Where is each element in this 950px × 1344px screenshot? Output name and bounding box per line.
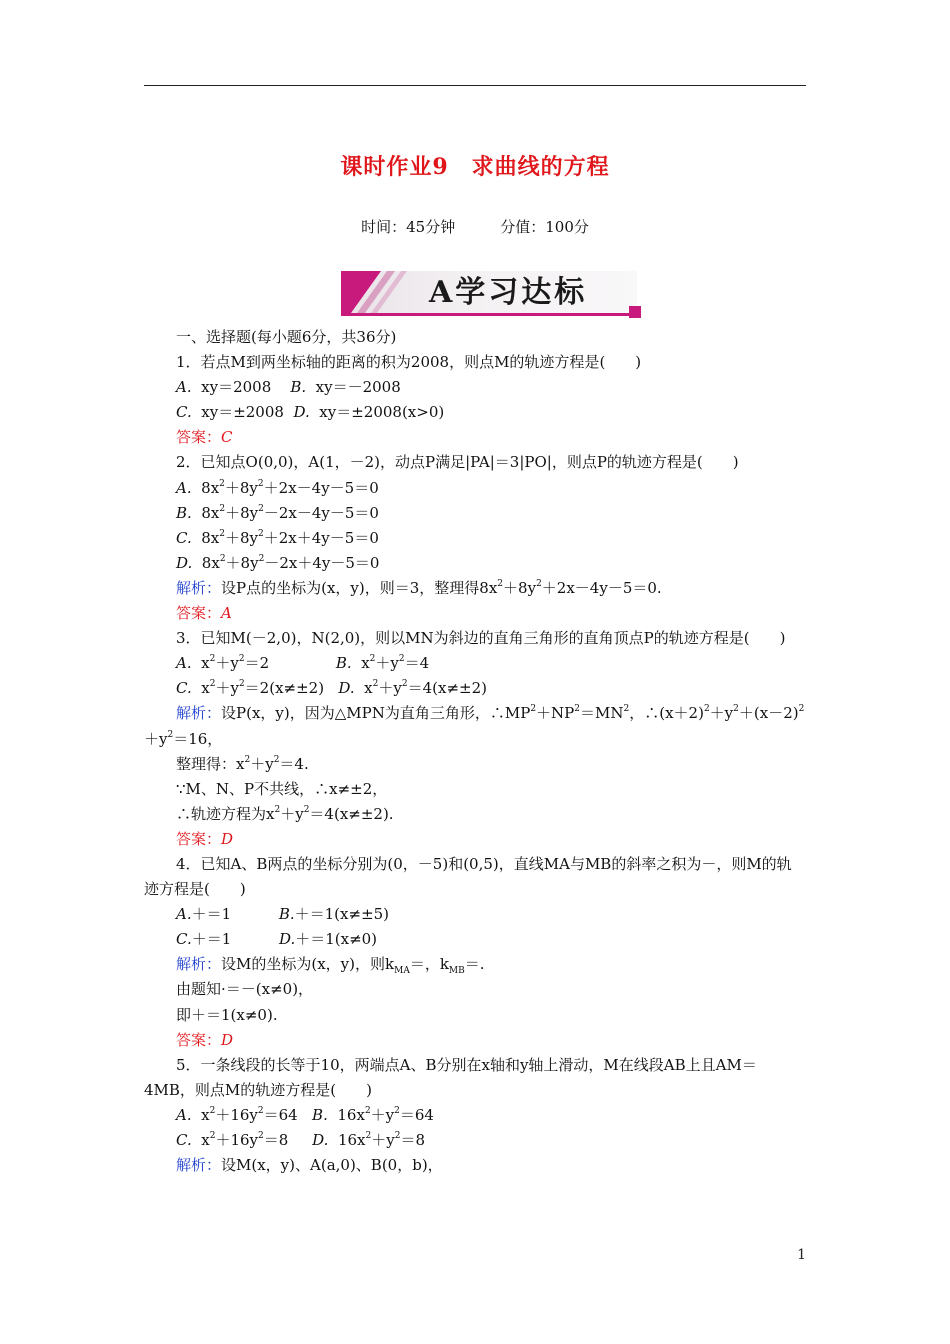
q1-answer: [144, 425, 806, 450]
option-text: ＋＝1: [191, 930, 279, 949]
option-text: xy＝±2008: [191, 403, 294, 422]
option-label: B.: [335, 654, 352, 673]
answer-value: C: [221, 428, 233, 447]
analysis-label: 解析：: [176, 578, 222, 597]
header-rule: [144, 85, 806, 86]
option-label: A.: [176, 654, 192, 673]
superscript: 2: [530, 704, 537, 715]
analysis-text: ＋(x－2): [738, 704, 799, 723]
q2-stem: 2．已知点O(0,0)，A(1，－2)，动点P满足|PA|＝3|PO|，则点P的轨迹方程是( ): [176, 453, 739, 472]
answer-label: 答案：: [176, 428, 222, 447]
banner-text: A学习达标: [429, 275, 588, 310]
analysis-text: ＝4.: [279, 754, 309, 773]
option-text: 16x: [327, 1105, 365, 1124]
superscript: 2: [303, 804, 310, 815]
option-text: x: [191, 654, 210, 673]
q5-options-row2: [144, 1128, 806, 1153]
subscript: MB: [448, 966, 465, 977]
banner-stripes-icon: [341, 271, 421, 313]
analysis-text: 设M的坐标为(x，y)，则k: [221, 955, 395, 974]
analysis-text: ＋y: [144, 729, 168, 748]
superscript: 2: [497, 578, 504, 589]
option-text: ＋y: [215, 654, 239, 673]
option-text: ＋y: [370, 1105, 395, 1124]
q1-stem: 1．若点M到两坐标轴的距离的积为2008，则点M的轨迹方程是( ): [176, 353, 642, 372]
superscript: 2: [372, 679, 379, 690]
option-label: D.: [338, 679, 355, 698]
superscript: 2: [401, 679, 408, 690]
option-label: C.: [176, 930, 192, 949]
superscript: 2: [273, 754, 280, 765]
q4-options-row1: [144, 902, 806, 927]
option-text: ＋16y: [215, 1131, 259, 1149]
superscript: 2: [258, 1131, 264, 1141]
option-text: ＋＝1(x≠0): [295, 930, 378, 949]
option-label: A.: [176, 478, 192, 497]
option-text: x: [351, 654, 370, 673]
q5-stem: 5．一条线段的长等于10，两端点A、B分别在x轴和y轴上滑动，M在线段AB上且AM＝4MB，则点M的轨迹方程是( ): [144, 1055, 757, 1099]
option-text: ＝8: [263, 1131, 313, 1149]
analysis-label: 解析：: [176, 955, 222, 974]
banner-corner-square: [629, 306, 641, 318]
option-text: ＋8y: [225, 503, 259, 522]
q2-answer: [144, 601, 806, 626]
option-text: ＋8y: [225, 528, 259, 547]
option-label: B.: [290, 378, 307, 397]
analysis-text: 整理得：x: [176, 754, 245, 773]
analysis-text: ＝.: [464, 955, 485, 974]
superscript: 2: [274, 804, 281, 815]
option-text: ＋y: [375, 654, 399, 673]
option-text: xy＝－2008: [306, 378, 401, 397]
option-text: xy＝±2008(x>0): [309, 403, 445, 422]
superscript: 2: [219, 503, 226, 514]
q3-options-row2: [144, 676, 806, 701]
superscript: 2: [258, 553, 265, 564]
q3-because: ∵M、N、P不共线，∴x≠±2，: [176, 779, 388, 798]
superscript: 2: [733, 704, 739, 715]
option-text: xy＝2008: [191, 378, 291, 397]
q4-options-row2: [144, 927, 806, 952]
option-label: A.: [176, 905, 192, 924]
superscript: 2: [394, 1131, 401, 1141]
superscript: 2: [369, 654, 376, 665]
q4-analysis: [144, 952, 806, 977]
superscript: 2: [219, 478, 225, 489]
superscript: 2: [244, 754, 251, 765]
q4-answer: [144, 1028, 806, 1053]
q4-condition: 由题知·＝－(x≠0)，: [176, 980, 314, 999]
option-label: D.: [293, 403, 310, 422]
q2-option-b: [144, 501, 806, 526]
analysis-text: 设P(x，y)，因为△MPN为直角三角形，∴MP: [221, 704, 531, 723]
option-text: ＋y: [378, 679, 402, 698]
option-text: ＝64: [263, 1105, 313, 1124]
q2-option-a: [144, 476, 806, 501]
superscript: 2: [394, 1105, 400, 1116]
analysis-text: ＝，k: [409, 955, 449, 974]
option-text: ＝64: [399, 1105, 434, 1124]
superscript: 2: [238, 654, 245, 665]
option-text: ＋＝1(x≠±5): [294, 905, 390, 924]
analysis-text: ＋y: [709, 704, 734, 723]
superscript: 2: [703, 704, 710, 715]
answer-value: D: [221, 829, 234, 848]
option-text: ＝4(x≠±2): [407, 679, 487, 698]
option-label: B.: [176, 503, 192, 522]
subscript: MA: [394, 966, 410, 977]
superscript: 2: [219, 553, 226, 564]
superscript: 2: [257, 1105, 264, 1116]
option-text: x: [191, 1131, 210, 1149]
q3-therefore: [144, 802, 806, 827]
option-label: D.: [312, 1131, 329, 1149]
option-label: C.: [176, 1131, 192, 1149]
analysis-text: ，∴(x＋2): [629, 704, 704, 723]
option-text: 8x: [192, 553, 220, 572]
option-text: x: [191, 1105, 210, 1124]
option-text: －2x＋4y－5＝0: [264, 553, 380, 572]
q3-stem: 3．已知M(－2,0)，N(2,0)，则以MN为斜边的直角三角形的直角顶点P的轨迹方程是( ): [176, 629, 786, 648]
superscript: 2: [209, 679, 216, 690]
superscript: 2: [798, 704, 805, 715]
superscript: 2: [365, 1131, 372, 1141]
option-text: －2x－4y－5＝0: [263, 503, 379, 522]
q2-option-d: [144, 551, 806, 576]
analysis-label: 解析：: [176, 704, 222, 723]
superscript: 2: [623, 704, 630, 715]
option-label: D.: [176, 553, 193, 572]
superscript: 2: [209, 1131, 216, 1141]
option-text: ＋2x－4y－5＝0: [263, 478, 379, 497]
analysis-text: ＝16，: [173, 729, 223, 748]
q3-answer: [144, 827, 806, 852]
page-number: 1: [797, 1247, 806, 1263]
superscript: 2: [167, 729, 174, 740]
answer-value: A: [221, 604, 232, 623]
option-label: C.: [176, 528, 192, 547]
option-text: ＝2(x≠±2): [244, 679, 339, 698]
superscript: 2: [257, 478, 264, 489]
option-text: ＝8: [400, 1131, 425, 1149]
option-text: ＋16y: [215, 1105, 258, 1124]
q5-analysis: [144, 1153, 806, 1178]
analysis-text: ∴轨迹方程为x: [176, 804, 275, 823]
q2-analysis: [144, 576, 806, 601]
superscript: 2: [536, 578, 542, 589]
answer-label: 答案：: [176, 1030, 222, 1049]
option-text: ＋y: [215, 679, 239, 698]
option-label: B.: [312, 1105, 328, 1124]
analysis-text: ＋y: [250, 754, 274, 773]
section-header: 一、选择题(每小题6分，共36分): [176, 328, 397, 346]
option-text: ＋＝1: [191, 905, 279, 924]
option-label: C.: [176, 403, 192, 422]
answer-label: 答案：: [176, 829, 222, 848]
superscript: 2: [258, 503, 264, 514]
q3-simplify: [144, 752, 806, 777]
option-text: x: [354, 679, 373, 698]
analysis-text: ＝4(x≠±2).: [309, 804, 394, 823]
superscript: 2: [258, 528, 264, 539]
superscript: 2: [364, 1105, 371, 1116]
analysis-text: 设M(x，y)、A(a,0)、B(0，b)，: [221, 1156, 443, 1175]
option-text: 8x: [191, 478, 220, 497]
option-text: ＝4: [404, 654, 430, 673]
answer-label: 答案：: [176, 604, 222, 623]
option-text: ＋8y: [225, 553, 259, 572]
q4-result: 即＋＝1(x≠0).: [176, 1005, 278, 1024]
option-label: A.: [176, 1105, 192, 1124]
superscript: 2: [398, 654, 405, 665]
option-text: ＝2: [244, 654, 336, 673]
q3-options-row1: [144, 651, 806, 676]
q4-stem: 4．已知A、B两点的坐标分别为(0，－5)和(0,5)，直线MA与MB的斜率之积为－，则M的轨迹方程是( ): [144, 854, 792, 899]
superscript: 2: [219, 528, 225, 539]
answer-value: D: [221, 1030, 234, 1049]
option-text: 16x: [328, 1131, 366, 1149]
option-text: ＋8y: [224, 478, 258, 497]
option-label: B.: [278, 905, 295, 924]
exercise-content: [144, 325, 806, 1178]
time-score-line: 时间：45分钟 分值：100分: [361, 218, 589, 236]
analysis-text: ＋y: [280, 804, 304, 823]
option-label: C.: [176, 679, 192, 698]
superscript: 2: [209, 1105, 216, 1116]
option-text: x: [191, 679, 210, 698]
q5-options-row1: [144, 1103, 806, 1128]
superscript: 2: [574, 704, 580, 715]
section-banner: [341, 271, 641, 318]
q2-option-c: [144, 526, 806, 551]
analysis-text: ＋NP: [536, 704, 575, 723]
q1-options-row1: [144, 375, 806, 400]
q3-analysis: [144, 701, 806, 751]
page-title: 课时作业9 求曲线的方程: [340, 154, 610, 180]
option-text: 8x: [191, 503, 220, 522]
superscript: 2: [209, 654, 216, 665]
option-text: ＋2x＋4y－5＝0: [263, 528, 379, 547]
analysis-text: 设P点的坐标为(x，y)，则＝3，整理得8x: [221, 578, 498, 597]
option-text: 8x: [191, 528, 220, 547]
analysis-text: ＋2x－4y－5＝0.: [541, 578, 662, 597]
q1-options-row2: [144, 400, 806, 425]
analysis-label: 解析：: [176, 1156, 222, 1175]
option-text: ＋y: [371, 1131, 395, 1149]
analysis-text: ＝MN: [580, 704, 624, 723]
option-label: D.: [278, 930, 296, 949]
option-label: A.: [176, 378, 192, 397]
superscript: 2: [238, 679, 245, 690]
analysis-text: ＋8y: [503, 578, 537, 597]
